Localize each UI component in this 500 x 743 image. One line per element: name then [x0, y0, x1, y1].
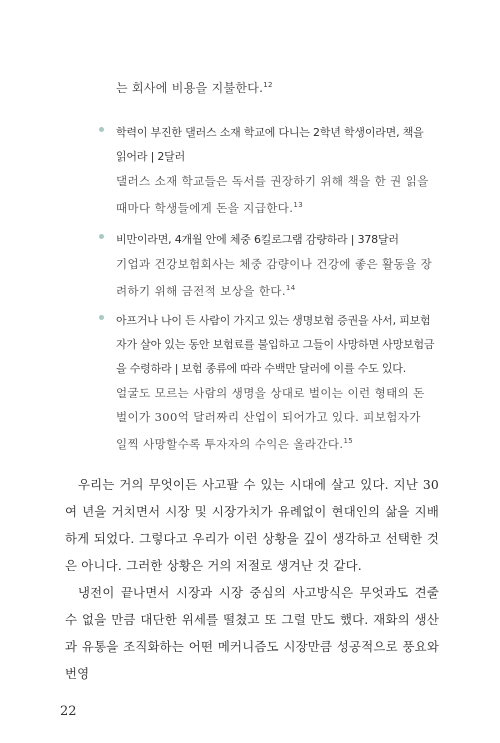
list-item-title: 비만이라면, 4개월 안에 체중 6킬로그램 감량하라 | 378달러	[116, 233, 399, 246]
continued-text: 는 회사에 비용을 지불한다.	[116, 81, 264, 95]
page-number: 22	[60, 704, 77, 719]
footnote-ref: 15	[343, 437, 354, 445]
list-item	[99, 228, 435, 303]
footnote-ref: 13	[293, 201, 304, 209]
bullet-dot-icon	[99, 127, 104, 132]
list-item-description	[116, 169, 435, 220]
list-item-description	[116, 381, 435, 456]
bullet-dot-icon	[99, 315, 104, 320]
bullet-dot-icon	[99, 234, 104, 239]
body-paragraph: 우리는 거의 무엇이든 사고팔 수 있는 시대에 살고 있다. 지난 30여 년을 거치면서 시장 및 시장가치가 유례없이 현대인의 삶을 지배하게 되었다. 그렇다고 우리가 이런 상황을 깊이 생각하고 선택한 것은 아니다. 그러한 상황은 거의 저절로 생겨난 것 같다.	[65, 477, 439, 574]
footnote-ref: 12	[263, 81, 273, 89]
list-item	[99, 309, 435, 456]
list-item	[99, 121, 435, 220]
continued-line	[116, 79, 273, 96]
list-item-title: 학력이 부진한 댈러스 소재 학교에 다니는 2학년 학생이라면, 책을 읽어라 | 2달러	[116, 126, 424, 163]
footnote-ref: 14	[285, 284, 296, 292]
body-paragraph: 냉전이 끝나면서 시장과 시장 중심의 사고방식은 무엇과도 견줄 수 없을 만큼 대단한 위세를 떨쳤고 또 그럴 만도 했다. 재화의 생산과 유통을 조직화하는 어떤 메커니즘도 시장만큼 성공적으로 풍요와 번영	[65, 585, 439, 682]
list-item-description	[116, 252, 435, 303]
list-item-body: 기업과 건강보험회사는 체중 감량이나 건강에 좋은 활동을 장려하기 위해 금전적 보상을 한다.	[116, 257, 433, 298]
list-item-body: 얼굴도 모르는 사람의 생명을 상대로 벌이는 이런 형태의 돈벌이가 300억 달러짜리 산업이 되어가고 있다. 피보험자가 일찍 사망할수록 투자자의 수익은 올라간다.	[116, 386, 425, 451]
list-item-title: 아프거나 나이 든 사람이 가지고 있는 생명보험 증권을 사서, 피보험자가 살아 있는 동안 보험료를 불입하고 그들이 사망하면 사망보험금을 수령하라 | 보험 종류에 따라 수백만 달러에 이를 수도 있다.	[116, 314, 435, 375]
list-item-body: 댈러스 소재 학교들은 독서를 권장하기 위해 책을 한 권 읽을 때마다 학생들에게 돈을 지급한다.	[116, 174, 429, 215]
